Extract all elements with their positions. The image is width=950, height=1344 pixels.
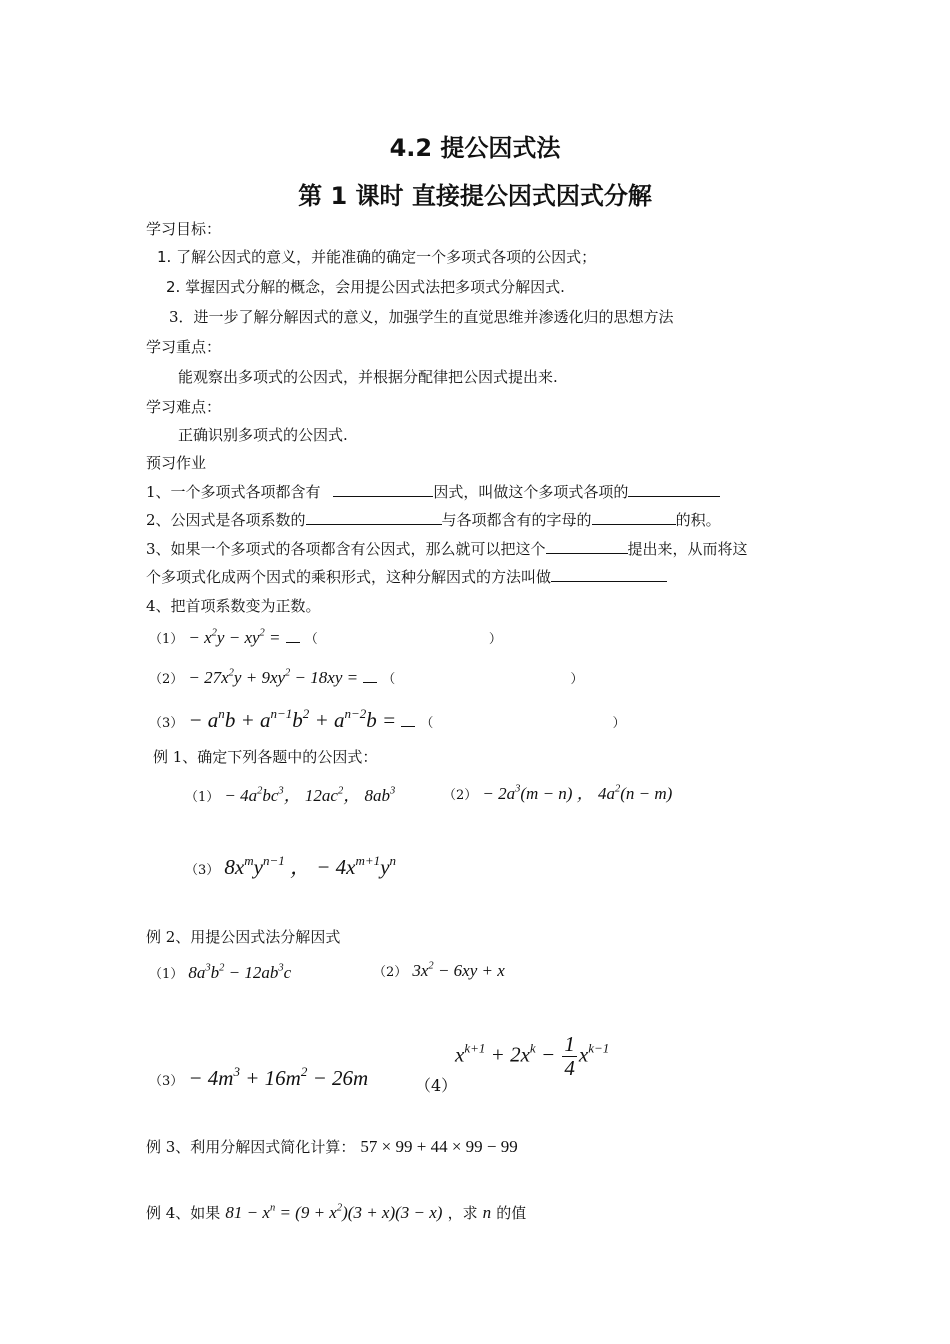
ex1-part-1-label: （1） xyxy=(185,790,220,805)
q4-sub-2-blank[interactable] xyxy=(363,668,377,683)
ex2-part-3-label: （3） xyxy=(149,1074,184,1089)
ex2-part-1-expression: $8a^3b^2 - 12ab^3c$ xyxy=(188,962,292,982)
q3-blank-2[interactable] xyxy=(551,567,667,582)
objective-item-3: 3．进一步了解分解因式的意义，加强学生的直觉思维并渗透化归的思想方法 xyxy=(169,308,674,326)
q4-sub-2-paren-close: ） xyxy=(570,672,584,687)
lesson-subtitle: 第 1 课时 直接提公因式因式分解 xyxy=(298,182,652,210)
example-3-heading: 例 3、利用分解因式简化计算： xyxy=(146,1138,356,1156)
q4-sub-3-blank[interactable] xyxy=(401,712,415,727)
example-4-suffix-b: 的值 xyxy=(496,1204,527,1222)
fraction-one-quarter: $\frac{1}{4}$ xyxy=(564,1032,575,1081)
q4-sub-3-label: （3） xyxy=(149,716,184,731)
objective-item-1: 1. 了解公因式的意义，并能准确的确定一个多项式各项的公因式； xyxy=(157,248,597,266)
q1-part-b: 因式，叫做这个多项式各项的 xyxy=(433,483,629,501)
preview-question-4: 4、把首项系数变为正数。 xyxy=(146,597,321,615)
q2-part-b: 与各项都含有的字母的 xyxy=(441,511,592,529)
example-1-part-1 xyxy=(185,781,395,806)
q1-blank-2[interactable] xyxy=(628,482,720,497)
q3-blank-1[interactable] xyxy=(546,539,628,554)
q4-sub-1 xyxy=(149,628,502,648)
example-4-equation: $81 - x^n = (9 + x^2)(3 + x)(3 - x)$ xyxy=(225,1202,443,1222)
example-4-variable-n: n xyxy=(482,1203,492,1222)
ex2-part-2-label: （2） xyxy=(373,965,408,980)
preview-heading: 预习作业 xyxy=(146,454,207,472)
q4-sub-1-paren-close: ） xyxy=(488,632,502,647)
example-4-prefix: 例 4、如果 xyxy=(146,1204,221,1222)
q4-sub-3 xyxy=(149,705,626,733)
example-2-part-2 xyxy=(373,961,505,981)
q2-part-c: 的积。 xyxy=(675,511,721,529)
key-point-heading: 学习重点： xyxy=(146,338,222,356)
ex1-part-3-label: （3） xyxy=(185,863,220,878)
q4-sub-1-expression: − $x^2y - xy^2$ = xyxy=(188,627,281,647)
lesson-title: 4.2 提公因式法 xyxy=(389,134,561,162)
q3-part-b: 提出来，从而将这 xyxy=(627,540,748,558)
ex2-part-3-expression: − $4m^3 + 16m^2 - 26m$ xyxy=(188,1063,369,1090)
difficulty-text: 正确识别多项式的公因式. xyxy=(178,426,348,444)
q4-sub-2 xyxy=(149,668,583,688)
example-3-expression: 57 × 99 + 44 × 99 − 99 xyxy=(360,1137,518,1156)
example-4 xyxy=(146,1202,526,1223)
q2-blank-2[interactable] xyxy=(592,510,676,525)
q4-sub-2-label: （2） xyxy=(149,672,184,687)
q4-sub-2-paren-open: （ xyxy=(382,672,396,687)
ex1-part-2-expression: − $2a^3(m - n)$ ， $4a^2(n - m)$ xyxy=(482,783,673,803)
difficulty-heading: 学习难点： xyxy=(146,398,222,416)
example-2-part-4-expression: $x^{k+1} + 2x^k$ − $\frac{1}{4}$ $x^{k-1}$ xyxy=(455,1032,610,1081)
ex1-part-2-label: （2） xyxy=(443,788,478,803)
key-point-text: 能观察出多项式的公因式，并根据分配律把公因式提出来. xyxy=(178,368,558,386)
q1-part-a: 1、一个多项式各项都含有 xyxy=(146,483,321,501)
example-1-part-2 xyxy=(443,779,672,804)
example-2-part-1 xyxy=(149,963,291,983)
example-3 xyxy=(146,1136,518,1157)
q1-blank-1[interactable] xyxy=(333,482,433,497)
q2-part-a: 2、公因式是各项系数的 xyxy=(146,511,306,529)
q4-sub-2-expression: − $27x^2y + 9xy^2 - 18xy$ = xyxy=(188,667,359,687)
q3-part-c: 个多项式化成两个因式的乘积形式，这种分解因式的方法叫做 xyxy=(146,568,552,586)
example-2-part-3 xyxy=(149,1063,369,1091)
preview-question-3-line-1 xyxy=(146,538,748,559)
preview-question-1 xyxy=(146,481,720,502)
example-1-heading: 例 1、确定下列各题中的公因式： xyxy=(153,748,378,766)
q4-sub-1-paren-open: （ xyxy=(304,632,318,647)
q4-sub-3-expression: − $a^nb + a^{n-1}b^2 + a^{n-2}b$ = xyxy=(188,705,397,732)
q4-sub-3-paren-open: （ xyxy=(420,716,434,731)
q2-blank-1[interactable] xyxy=(306,510,442,525)
q4-sub-1-blank[interactable] xyxy=(286,628,300,643)
q4-sub-1-label: （1） xyxy=(149,632,184,647)
preview-question-2 xyxy=(146,509,721,530)
q3-part-a: 3、如果一个多项式的各项都含有公因式，那么就可以把这个 xyxy=(146,540,546,558)
example-4-suffix-a: ，求 xyxy=(447,1204,478,1222)
example-1-part-3 xyxy=(185,851,396,881)
ex2-part-1-label: （1） xyxy=(149,967,184,982)
objective-item-2: 2. 掌握因式分解的概念，会用提公因式法把多项式分解因式. xyxy=(166,278,565,296)
objectives-heading: 学习目标： xyxy=(146,220,222,238)
ex1-part-1-expression: − $4a^2bc^3$， $12ac^2$， $8ab^3$ xyxy=(224,785,396,805)
example-2-heading: 例 2、用提公因式法分解因式 xyxy=(146,928,341,946)
preview-question-3-line-2 xyxy=(146,566,667,587)
ex2-part-2-expression: $3x^2 - 6xy + x$ xyxy=(412,960,505,980)
example-2-part-4-label: （4） xyxy=(415,1076,458,1095)
q4-sub-3-paren-close: ） xyxy=(612,716,626,731)
ex1-part-3-expression: $8x^my^{n-1}$ ， − $4x^{m+1}y^n$ xyxy=(224,852,397,879)
